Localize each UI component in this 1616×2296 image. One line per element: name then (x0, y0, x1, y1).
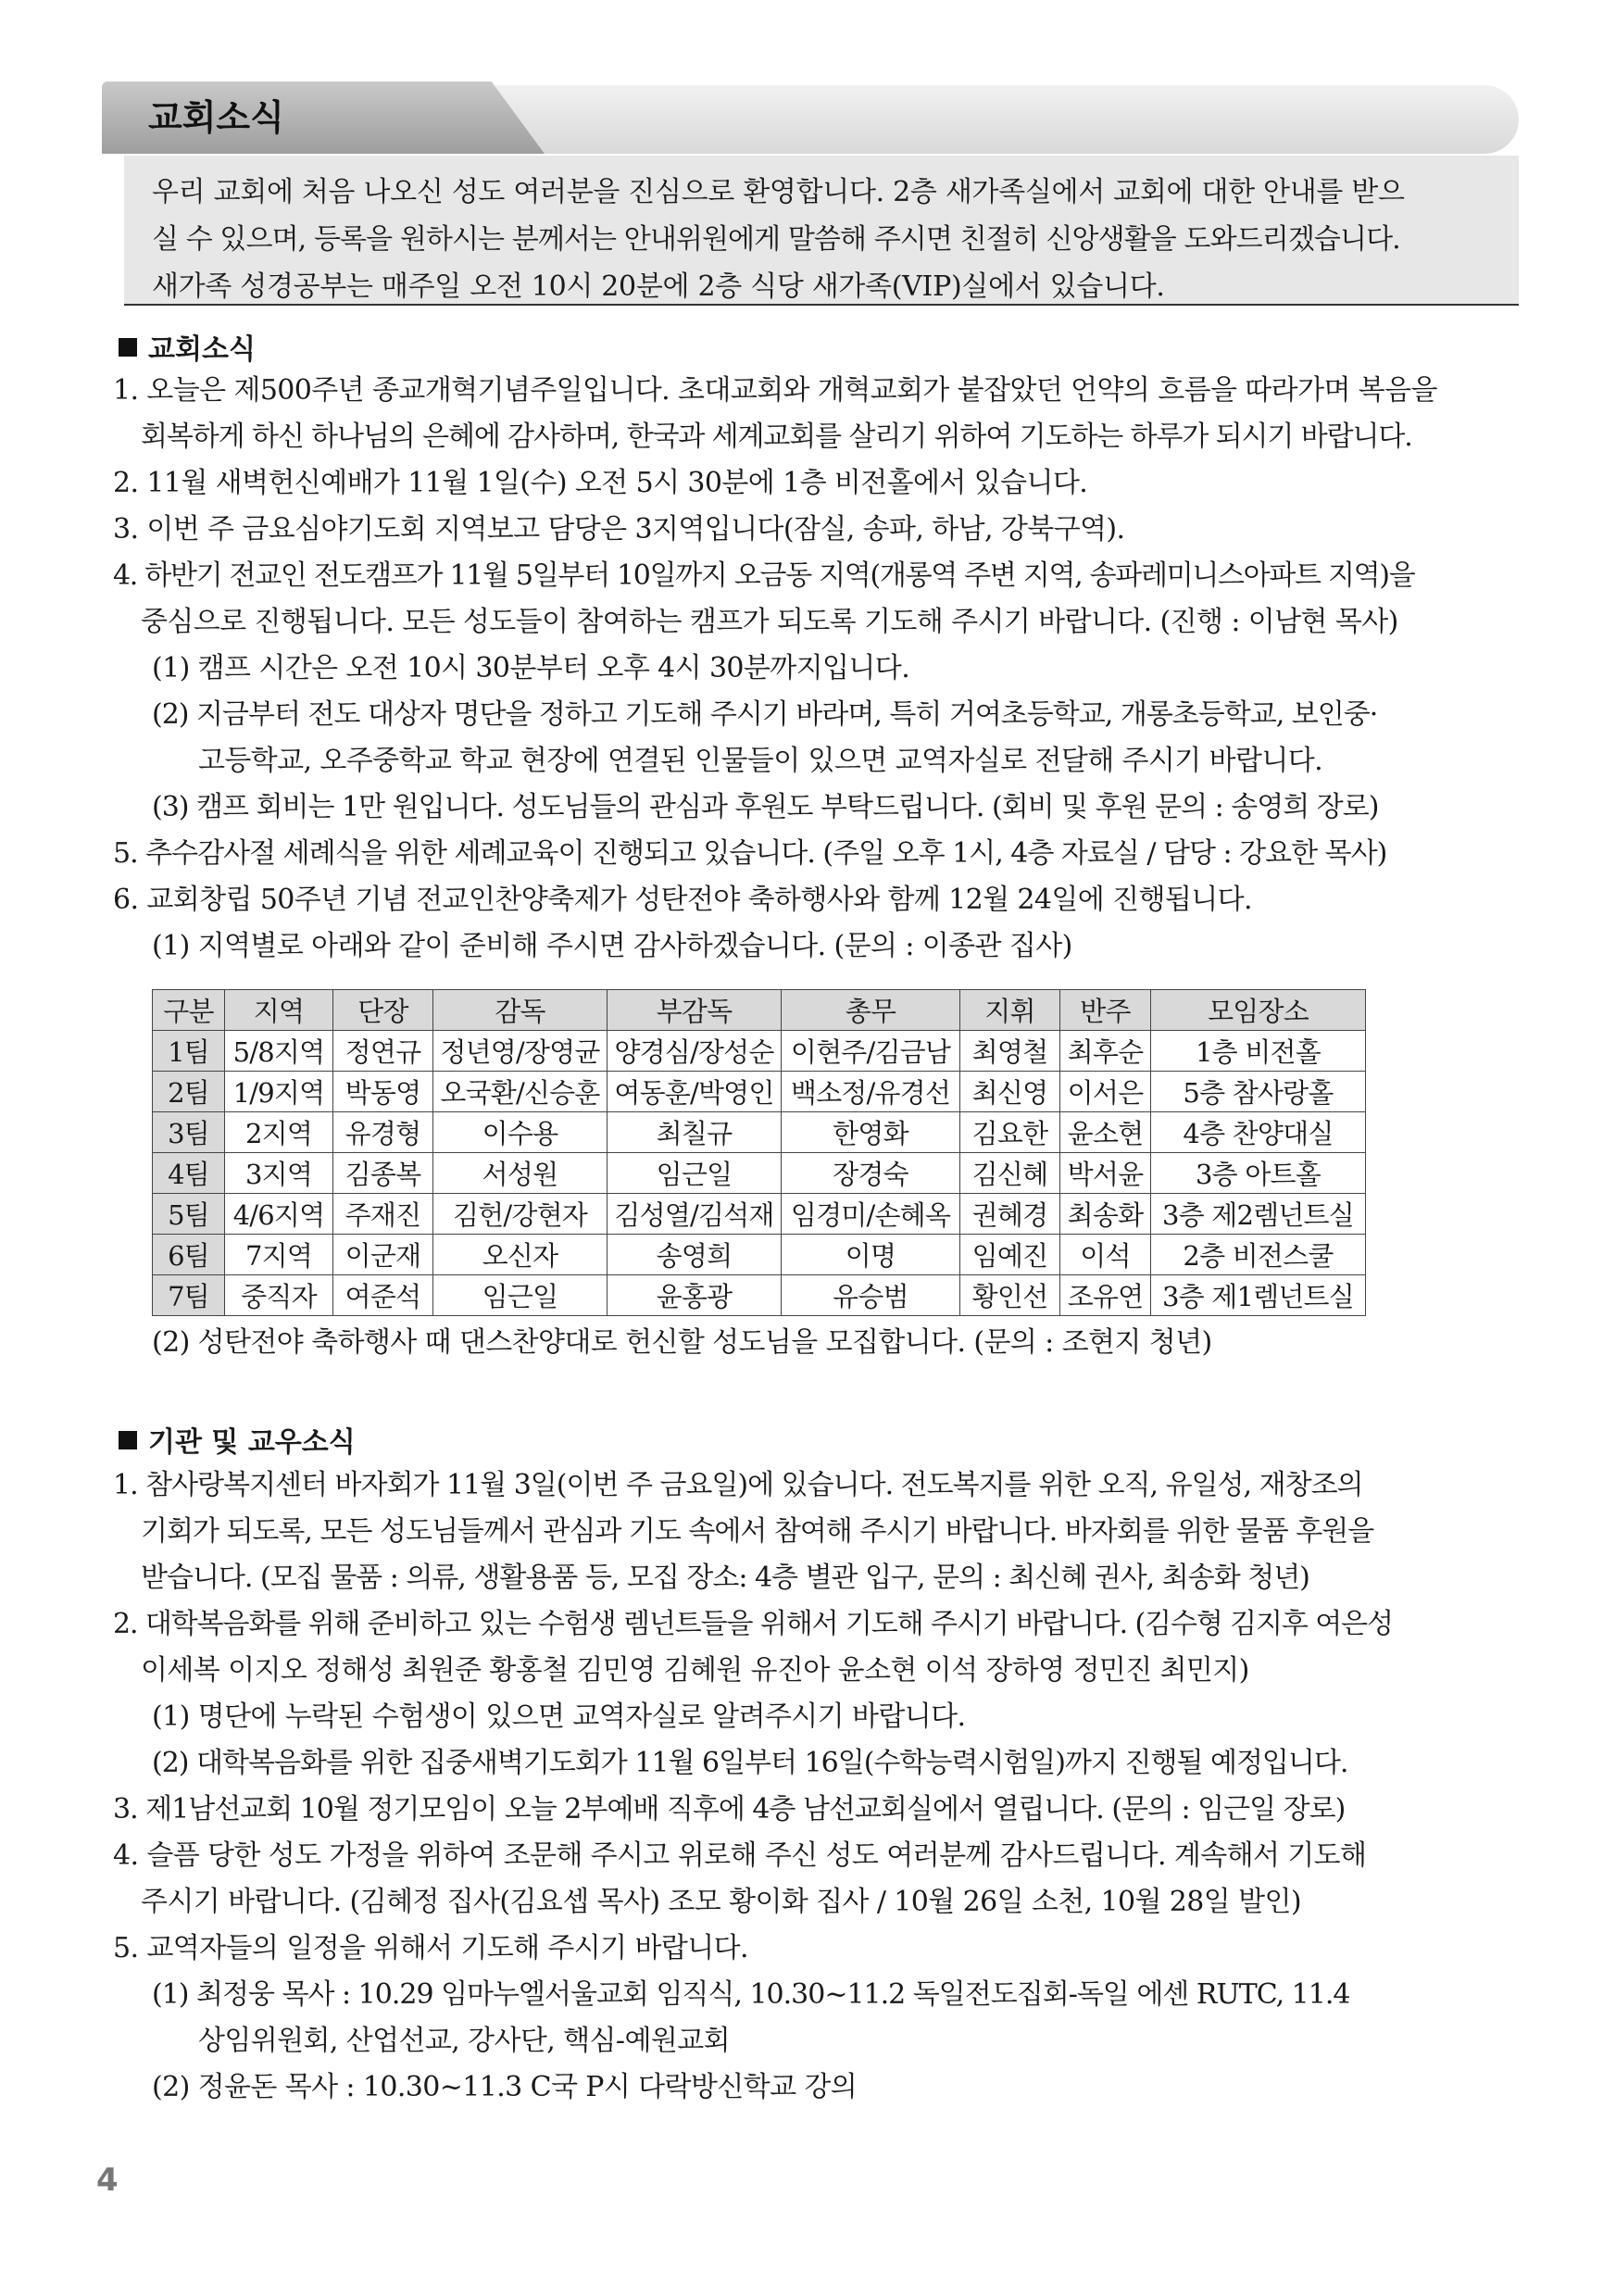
news-line: 2. 11월 새벽헌신예배가 11월 1일(수) 오전 5시 30분에 1층 비전홀에서 있습니다. (113, 467, 1088, 499)
table-cell: 2팀 (153, 1072, 225, 1112)
table-cell: 김요한 (960, 1112, 1060, 1153)
table-cell: 이서은 (1060, 1072, 1151, 1112)
table-cell: 송영희 (608, 1235, 782, 1275)
news-line: 6. 교회창립 50주년 기념 전교인찬양축제가 성탄전야 축하행사와 함께 12월 24일에 진행됩니다. (113, 884, 1252, 916)
column-header: 구분 (153, 990, 225, 1031)
table-cell: 1층 비전홀 (1151, 1031, 1366, 1072)
table-cell: 정년영/장영균 (433, 1031, 608, 1072)
table-cell: 최후순 (1060, 1031, 1151, 1072)
table-cell: 이수용 (433, 1112, 608, 1153)
table-cell: 2층 비전스쿨 (1151, 1235, 1366, 1275)
news-line: 2. 대학복음화를 위해 준비하고 있는 수험생 렘넌트들을 위해서 기도해 주시기 바랍니다. (김수형 김지후 여은성 (113, 1608, 1393, 1640)
welcome-line: 새가족 성경공부는 매주일 오전 10시 20분에 2층 식당 새가족(VIP)실에서 있습니다. (152, 270, 1165, 303)
column-header: 단장 (333, 990, 433, 1031)
table-cell: 유승범 (782, 1275, 960, 1316)
table-cell: 황인선 (960, 1275, 1060, 1316)
table-cell: 임예진 (960, 1235, 1060, 1275)
column-header: 지역 (225, 990, 333, 1031)
team-roster-table (152, 989, 1366, 1316)
news-line: (2) 지금부터 전도 대상자 명단을 정하고 기도해 주시기 바라며, 특히 거여초등학교, 개롱초등학교, 보인중· (152, 698, 1378, 731)
column-header: 감독 (433, 990, 608, 1031)
news-line: 이세복 이지오 정해성 최원준 황홍철 김민영 김혜원 유진아 윤소현 이석 장하영 정민진 최민지) (141, 1654, 1249, 1687)
square-bullet-icon (119, 1431, 137, 1449)
table-cell: 여준석 (333, 1275, 433, 1316)
page-number: 4 (96, 2162, 119, 2199)
table-cell: 오신자 (433, 1235, 608, 1275)
news-line: 중심으로 진행됩니다. 모든 성도들이 참여하는 캠프가 되도록 기도해 주시기 바랍니다. (진행 : 이남현 목사) (141, 606, 1398, 638)
table-cell: 권혜경 (960, 1194, 1060, 1235)
news-line: (3) 캠프 회비는 1만 원입니다. 성도님들의 관심과 후원도 부탁드립니다. (회비 및 후원 문의 : 송영희 장로) (152, 791, 1379, 823)
table-cell: 한영화 (782, 1112, 960, 1153)
news-line: 3. 이번 주 금요심야기도회 지역보고 담당은 3지역입니다(잠실, 송파, 하남, 강북구역). (113, 513, 1125, 546)
table-cell: 여동훈/박영인 (608, 1072, 782, 1112)
news-line: (2) 정윤돈 목사 : 10.30~11.3 C국 P시 다락방신학교 강의 (152, 2071, 858, 2103)
table-cell: 박동영 (333, 1072, 433, 1112)
table-cell: 7팀 (153, 1275, 225, 1316)
table-cell: 3층 제2렘넌트실 (1151, 1194, 1366, 1235)
table-cell: 최신영 (960, 1072, 1060, 1112)
news-line: (1) 최정웅 목사 : 10.29 임마누엘서울교회 임직식, 10.30~11.2 독일전도집회-독일 에센 RUTC, 11.4 (152, 1978, 1350, 2011)
table-cell: 박서윤 (1060, 1153, 1151, 1194)
table-cell: 최영철 (960, 1031, 1060, 1072)
table-row (153, 1112, 1366, 1153)
column-header: 반주 (1060, 990, 1151, 1031)
news-line: 3. 제1남선교회 10월 정기모임이 오늘 2부예배 직후에 4층 남선교회실에서 열립니다. (문의 : 임근일 장로) (113, 1793, 1346, 1826)
table-cell: 임근일 (608, 1153, 782, 1194)
table-cell: 4/6지역 (225, 1194, 333, 1235)
news-line: 4. 슬픔 당한 성도 가정을 위하여 조문해 주시고 위로해 주신 성도 여러분께 감사드립니다. 계속해서 기도해 (113, 1839, 1367, 1872)
table-row (153, 1072, 1366, 1112)
table-cell: 장경숙 (782, 1153, 960, 1194)
news-line: 1. 오늘은 제500주년 종교개혁기념주일입니다. 초대교회와 개혁교회가 붙잡았던 언약의 흐름을 따라가며 복음을 (113, 374, 1437, 407)
table-cell: 임근일 (433, 1275, 608, 1316)
table-cell: 김종복 (333, 1153, 433, 1194)
news-line: 5. 추수감사절 세례식을 위한 세례교육이 진행되고 있습니다. (주일 오후 1시, 4층 자료실 / 담당 : 강요한 목사) (113, 837, 1387, 870)
news-line: 1. 참사랑복지센터 바자회가 11월 3일(이번 주 금요일)에 있습니다. 전도복지를 위한 오직, 유일성, 재창조의 (113, 1469, 1363, 1501)
news-line: 5. 교역자들의 일정을 위해서 기도해 주시기 바랍니다. (113, 1932, 748, 1964)
news-line: 주시기 바랍니다. (김혜정 집사(김요셉 목사) 조모 황이화 집사 / 10월 26일 소천, 10월 28일 발인) (141, 1886, 1301, 1918)
table-row (153, 1235, 1366, 1275)
square-bullet-icon (119, 338, 137, 357)
column-header: 총무 (782, 990, 960, 1031)
column-header: 부감독 (608, 990, 782, 1031)
table-cell: 5/8지역 (225, 1031, 333, 1072)
news-line: 고등학교, 오주중학교 학교 현장에 연결된 인물들이 있으면 교역자실로 전달해 주시기 바랍니다. (198, 745, 1323, 777)
table-cell: 오국환/신승훈 (433, 1072, 608, 1112)
table-cell: 중직자 (225, 1275, 333, 1316)
table-cell: 최송화 (1060, 1194, 1151, 1235)
table-cell: 이명 (782, 1235, 960, 1275)
news-line: (2) 성탄전야 축하행사 때 댄스찬양대로 헌신할 성도님을 모집합니다. (문의 : 조현지 청년) (152, 1326, 1212, 1359)
news-line: 기회가 되도록, 모든 성도님들께서 관심과 기도 속에서 참여해 주시기 바랍니다. 바자회를 위한 물품 후원을 (141, 1515, 1374, 1548)
welcome-line: 우리 교회에 처음 나오신 성도 여러분을 진심으로 환영합니다. 2층 새가족실에서 교회에 대한 안내를 받으 (152, 176, 1405, 208)
table-cell: 3층 제1렘넌트실 (1151, 1275, 1366, 1316)
table-cell: 이현주/김금남 (782, 1031, 960, 1072)
table-cell: 이석 (1060, 1235, 1151, 1275)
table-cell: 김헌/강현자 (433, 1194, 608, 1235)
page-title: 교회소식 (148, 97, 284, 138)
table-row (153, 1153, 1366, 1194)
table-cell: 4팀 (153, 1153, 225, 1194)
table-cell: 유경형 (333, 1112, 433, 1153)
table-cell: 3층 아트홀 (1151, 1153, 1366, 1194)
table-cell: 최칠규 (608, 1112, 782, 1153)
news-line: (1) 지역별로 아래와 같이 준비해 주시면 감사하겠습니다. (문의 : 이종관 집사) (152, 930, 1072, 962)
table-cell: 백소정/유경선 (782, 1072, 960, 1112)
table-cell: 1/9지역 (225, 1072, 333, 1112)
table-cell: 윤홍광 (608, 1275, 782, 1316)
table-cell: 5팀 (153, 1194, 225, 1235)
welcome-box (124, 156, 1519, 306)
table-cell: 윤소현 (1060, 1112, 1151, 1153)
news-line: (1) 명단에 누락된 수험생이 있으면 교역자실로 알려주시기 바랍니다. (152, 1700, 966, 1733)
heading-label: 기관 및 교우소식 (148, 1426, 356, 1459)
org-news-heading (119, 1419, 356, 1460)
table-cell: 3팀 (153, 1112, 225, 1153)
table-row (153, 1275, 1366, 1316)
table-cell: 조유연 (1060, 1275, 1151, 1316)
table-cell: 주재진 (333, 1194, 433, 1235)
table-cell: 2지역 (225, 1112, 333, 1153)
table-cell: 임경미/손혜옥 (782, 1194, 960, 1235)
table-cell: 이군재 (333, 1235, 433, 1275)
table-cell: 정연규 (333, 1031, 433, 1072)
table-row (153, 1031, 1366, 1072)
news-line: 회복하게 하신 하나님의 은혜에 감사하며, 한국과 세계교회를 살리기 위하여 기도하는 하루가 되시기 바랍니다. (141, 420, 1412, 453)
news-line: (1) 캠프 시간은 오전 10시 30분부터 오후 4시 30분까지입니다. (152, 652, 910, 684)
table-cell: 6팀 (153, 1235, 225, 1275)
column-header: 지휘 (960, 990, 1060, 1031)
table-cell: 서성원 (433, 1153, 608, 1194)
church-news-heading (119, 326, 256, 367)
table-header-row (153, 990, 1366, 1031)
table-cell: 김성열/김석재 (608, 1194, 782, 1235)
table-cell: 양경심/장성순 (608, 1031, 782, 1072)
heading-label: 교회소식 (148, 333, 256, 366)
table-cell: 7지역 (225, 1235, 333, 1275)
table-cell: 3지역 (225, 1153, 333, 1194)
news-line: 상임위원회, 산업선교, 강사단, 핵심-예원교회 (198, 2025, 730, 2057)
table-row (153, 1194, 1366, 1235)
table-cell: 5층 참사랑홀 (1151, 1072, 1366, 1112)
news-line: 받습니다. (모집 물품 : 의류, 생활용품 등, 모집 장소: 4층 별관 입구, 문의 : 최신혜 권사, 최송화 청년) (141, 1562, 1309, 1594)
welcome-line: 실 수 있으며, 등록을 원하시는 분께서는 안내위원에게 말씀해 주시면 친절히 신앙생활을 도와드리겠습니다. (152, 223, 1400, 256)
news-line: (2) 대학복음화를 위한 집중새벽기도회가 11월 6일부터 16일(수학능력시험일)까지 진행될 예정입니다. (152, 1747, 1348, 1779)
table-cell: 4층 찬양대실 (1151, 1112, 1366, 1153)
table-cell: 김신혜 (960, 1153, 1060, 1194)
table-cell: 1팀 (153, 1031, 225, 1072)
news-line: 4. 하반기 전교인 전도캠프가 11월 5일부터 10일까지 오금동 지역(개롱역 주변 지역, 송파레미니스아파트 지역)을 (113, 559, 1415, 592)
column-header: 모임장소 (1151, 990, 1366, 1031)
